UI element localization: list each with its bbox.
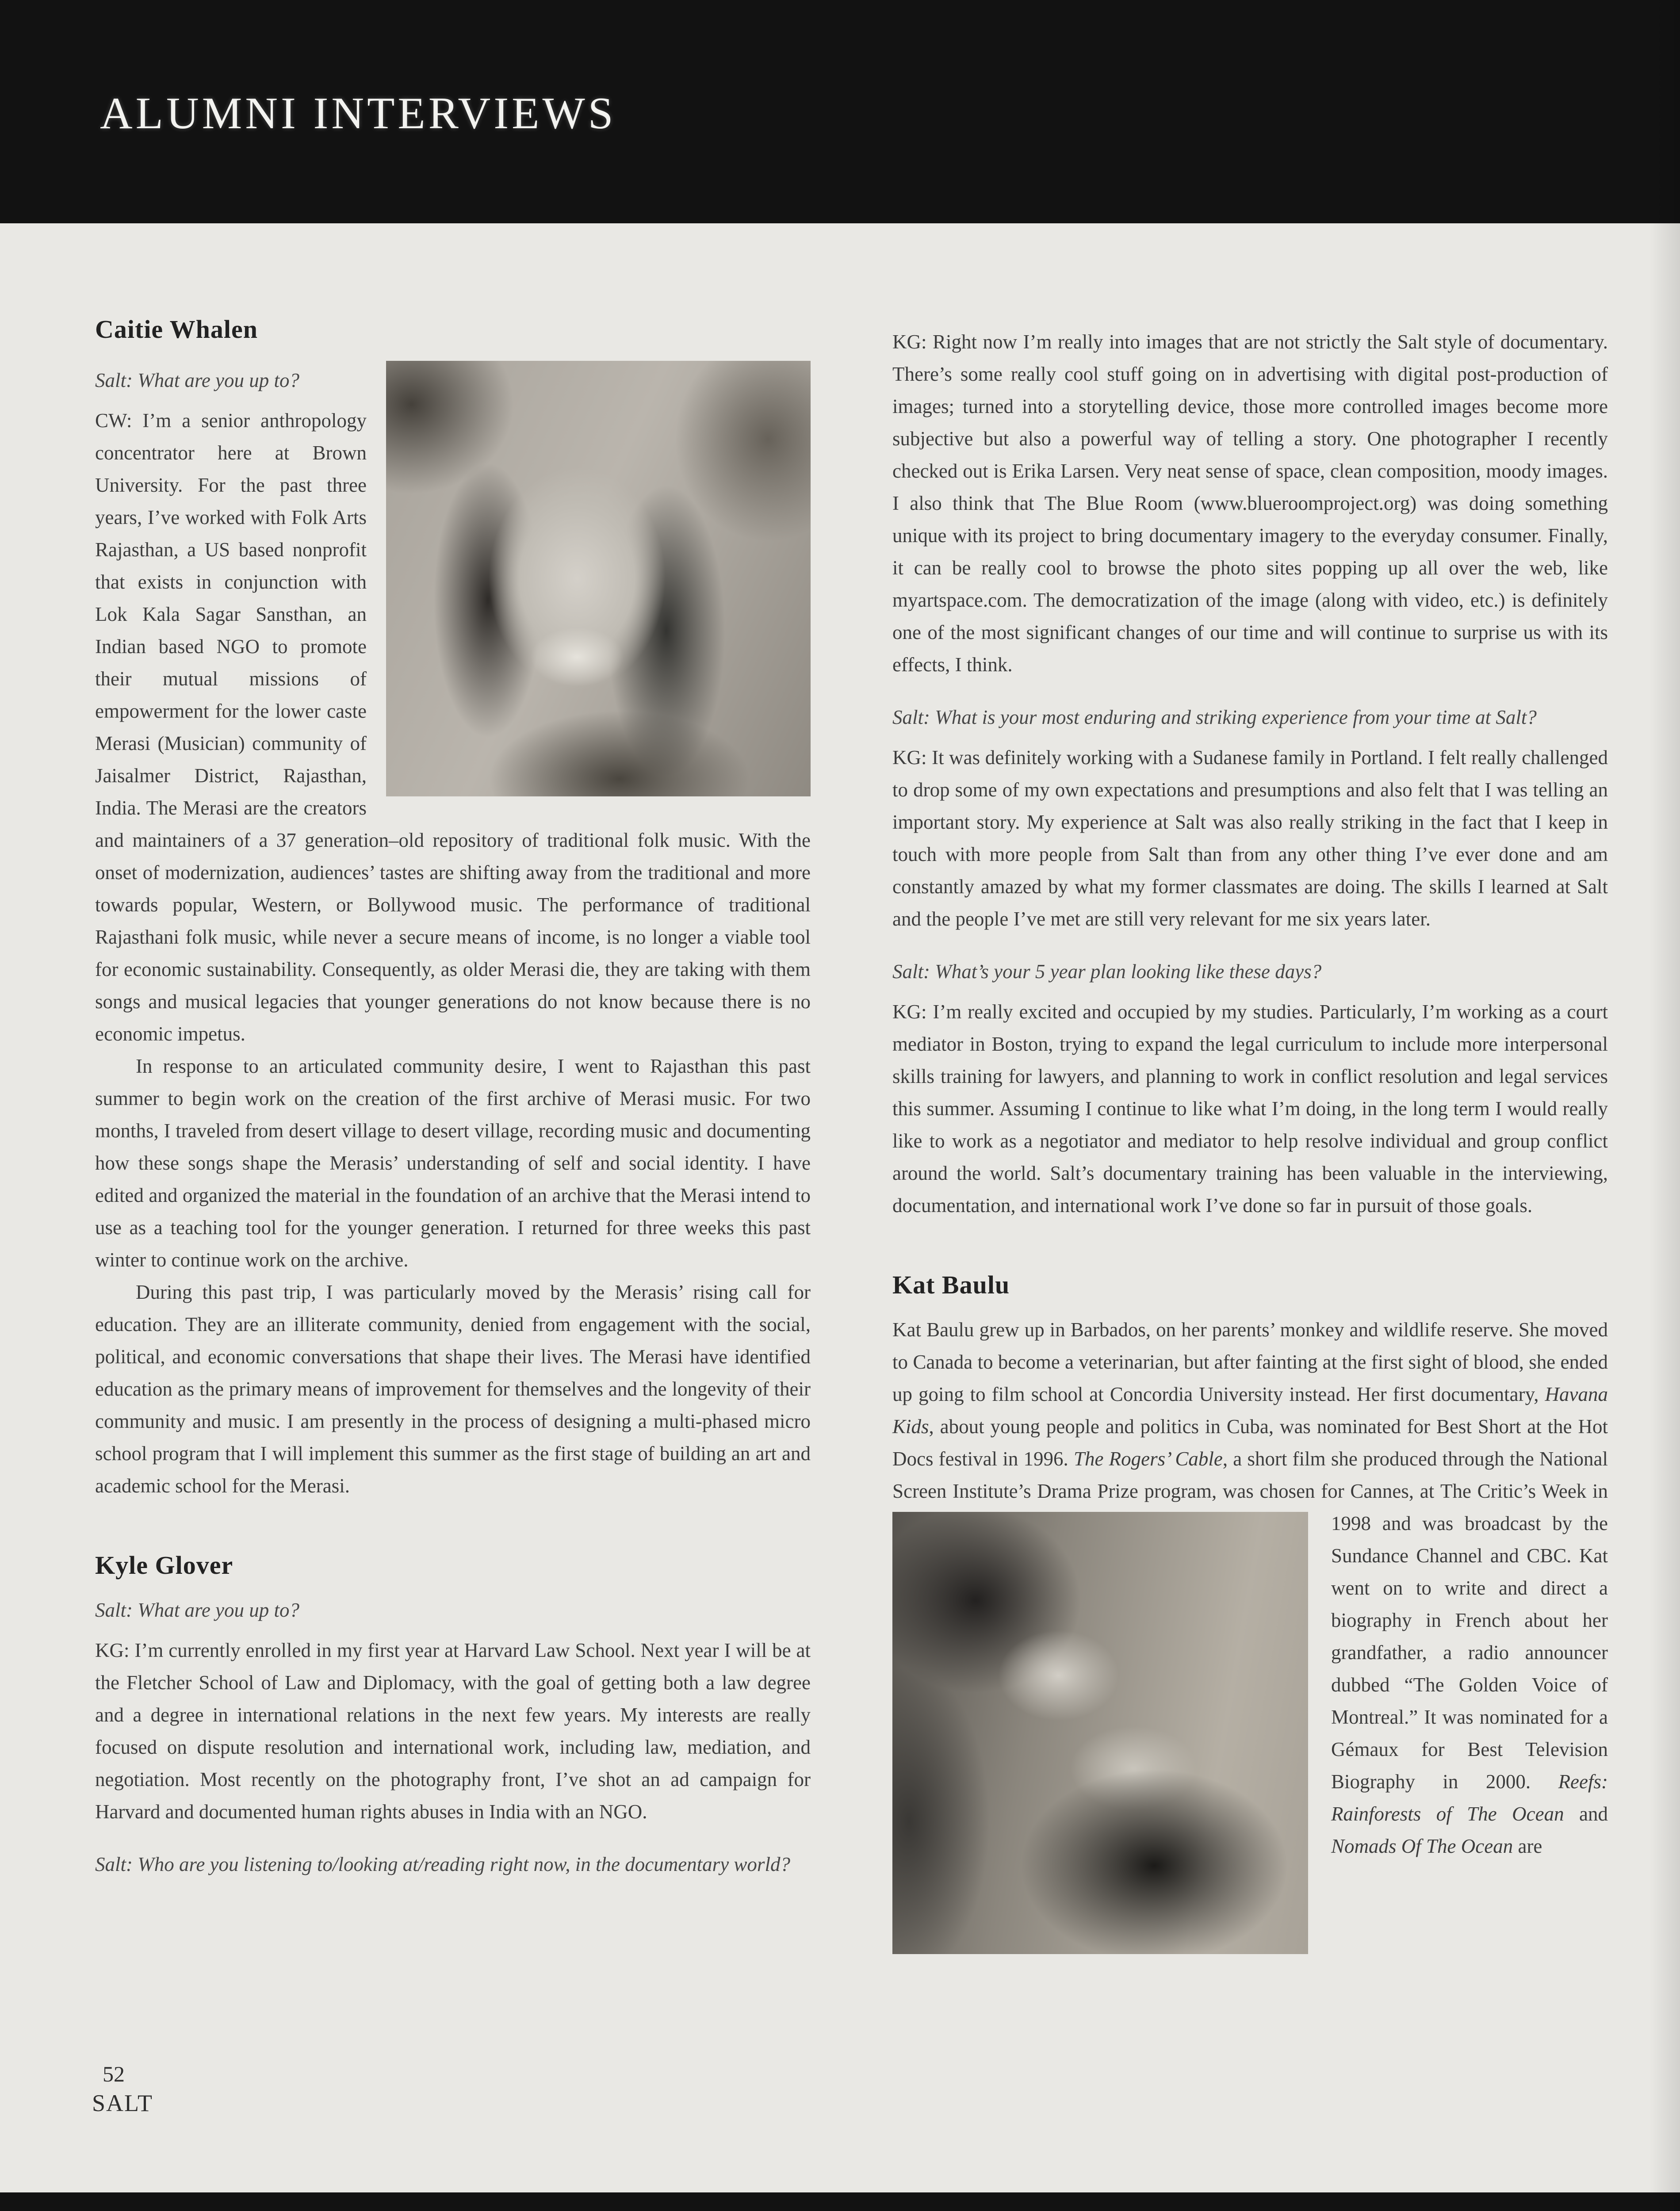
interviewee-name-kyle-glover: Kyle Glover	[95, 1551, 233, 1580]
interviewee-name-kat-baulu: Kat Baulu	[892, 1270, 1010, 1299]
caitie-answer-1: CW: I’m a senior anthropology concentrator here at Brown University. For the past three years, I’ve worked with Folk Arts Rajasthan, a US based nonprofit that exists in conjunction with Lok Kala Sagar Sansthan, an Indian based NGO to promote their mutual missions of empowerment for the lower caste Merasi (Musician) community of Jaisalmer District, Rajasthan, India. The Merasi are the creators and maintainers of a 37 generation–old repository of traditional folk music. With the onset of modernization, audiences’ tastes are shifting away from the traditional and more towards popular, Western, or Bollywood music. The performance of traditional Rajasthani folk music, while never a secure means of income, is no longer a viable tool for economic sustainability. Consequently, as older Merasi die, they are taking with them songs and musical legacies that younger generations do not know because there is no economic impetus.	[95, 409, 811, 1045]
kat-bio-part1: Kat Baulu grew up in Barbados, on her parents’ monkey and wildlife reserve. She moved to Canada to become a veterinarian, but after fainting at the first sight of blood, she ended up going to film school at Concordia University instead. Her first documentary, Havana Kids, about young people and politics in Cuba, was nominated for Best Short at the Hot Docs festival in 1996. The Rogers’ Cable, a short film she produced through the National Screen Institute’s Drama Prize program, was chosen for Cannes, at	[892, 1319, 1608, 1502]
kyle-answer-1: KG: I’m currently enrolled in my first year at Harvard Law School. Next year I will be at the Fletcher School of Law and Diplomacy, with the goal of getting both a law degree and a degree in international relations in the next few years. My interests are really focused on dispute resolution and international work, including law, mediation, and negotiation. Most recently on the photography front, I’ve shot an ad campaign for Harvard and documented human rights abuses in India with an NGO.	[95, 1639, 811, 1823]
salt-question-kyle-4: Salt: What’s your 5 year plan looking like these days?	[892, 960, 1322, 983]
kat-bio	[892, 1314, 1608, 1863]
kat-baulu-photo	[892, 1512, 1308, 1954]
salt-question-kyle-3: Salt: What is your most enduring and striking experience from your time at Salt?	[892, 706, 1537, 728]
kat-bio-part2: The Critic’s Week in 1998 and was broadcast by the Sundance Channel and CBC. Kat went on to write and direct a biography in French about her grandfather, a radio announcer dubbed “The Golden Voice of Montreal.” It was nominated for a Gémaux for Best Television Biography in 2000. Reefs: Rainforests of The Ocean and Nomads Of The Ocean are	[1331, 1480, 1608, 1857]
kyle-answer-4: KG: I’m really excited and occupied by my studies. Particularly, I’m working as a court mediator in Boston, trying to expand the legal curriculum to include more interpersonal skills training for lawyers, and planning to work in conflict resolution and legal services this summer. Assuming I continue to like what I’m doing, in the long term I would really like to work as a negotiator and mediator to help resolve individual and group conflict around the world. Salt’s documentary training has been valuable in the interviewing, documentation, and international work I’ve done so far in pursuit of those goals.	[892, 1001, 1608, 1216]
bottom-bar	[0, 2192, 1680, 2211]
right-column	[892, 315, 1608, 1962]
page-title: ALUMNI INTERVIEWS	[100, 88, 616, 138]
caitie-answer-3: During this past trip, I was particularly moved by the Merasis’ rising call for education. They are an illiterate community, denied from engagement with the social, political, and economic conversations that shape their lives. The Merasi have identified education as the primary means of improvement for themselves and the longevity of their community and music. I am presently in the process of designing a multi-phased micro school program that I will implement this summer as the first stage of building an art and academic school for the Merasi.	[95, 1281, 811, 1497]
salt-question-caitie-1: Salt: What are you up to?	[95, 369, 300, 391]
salt-question-kyle-1: Salt: What are you up to?	[95, 1599, 300, 1621]
magazine-name: SALT	[92, 2090, 153, 2116]
caitie-answer-2: In response to an articulated community desire, I went to Rajasthan this past summer to begin work on the creation of the first archive of Merasi music. For two months, I traveled from desert village to desert village, recording music and documenting how these songs shape the Merasis’ understanding of self and social identity. I have edited and organized the material in the foundation of an archive that the Merasi intend to use as a teaching tool for the younger generation. I returned for three weeks this past winter to continue work on the archive.	[95, 1055, 811, 1271]
salt-question-kyle-2: Salt: Who are you listening to/looking at/reading right now, in the documentary world?	[95, 1853, 790, 1875]
kyle-answer-2: KG: Right now I’m really into images that are not strictly the Salt style of documentary. There’s some really cool stuff going on in advertising with digital post-production of images; turned into a storytelling device, those more controlled images become more subjective but also a powerful way of telling a story. One photographer I recently checked out is Erika Larsen. Very neat sense of space, clean composition, moody images. I also think that The Blue Room (www.blueroomproject.org) was doing something unique with its project to bring documentary imagery to the everyday consumer. Finally, it can be really cool to browse the photo sites popping up all over the web, like myartspace.com. The democratization of the image (along with video, etc.) is definitely one of the most significant changes of our time and will continue to surprise us with its effects, I think.	[892, 331, 1608, 676]
caitie-whalen-photo	[386, 361, 811, 796]
kyle-answer-3: KG: It was definitely working with a Sudanese family in Portland. I felt really challenged to drop some of my own expectations and presumptions and also felt that I was telling an important story. My experience at Salt was also really striking in the fact that I keep in touch with more people from Salt than from any other thing I’ve ever done and am constantly amazed by what my former classmates are doing. The skills I learned at Salt and the people I’ve met are still very relevant for me six years later.	[892, 746, 1608, 930]
page-header-band	[0, 0, 1680, 223]
page-number: 52	[103, 2062, 125, 2086]
left-column	[95, 315, 811, 1889]
interviewee-name-caitie-whalen: Caitie Whalen	[95, 315, 258, 344]
